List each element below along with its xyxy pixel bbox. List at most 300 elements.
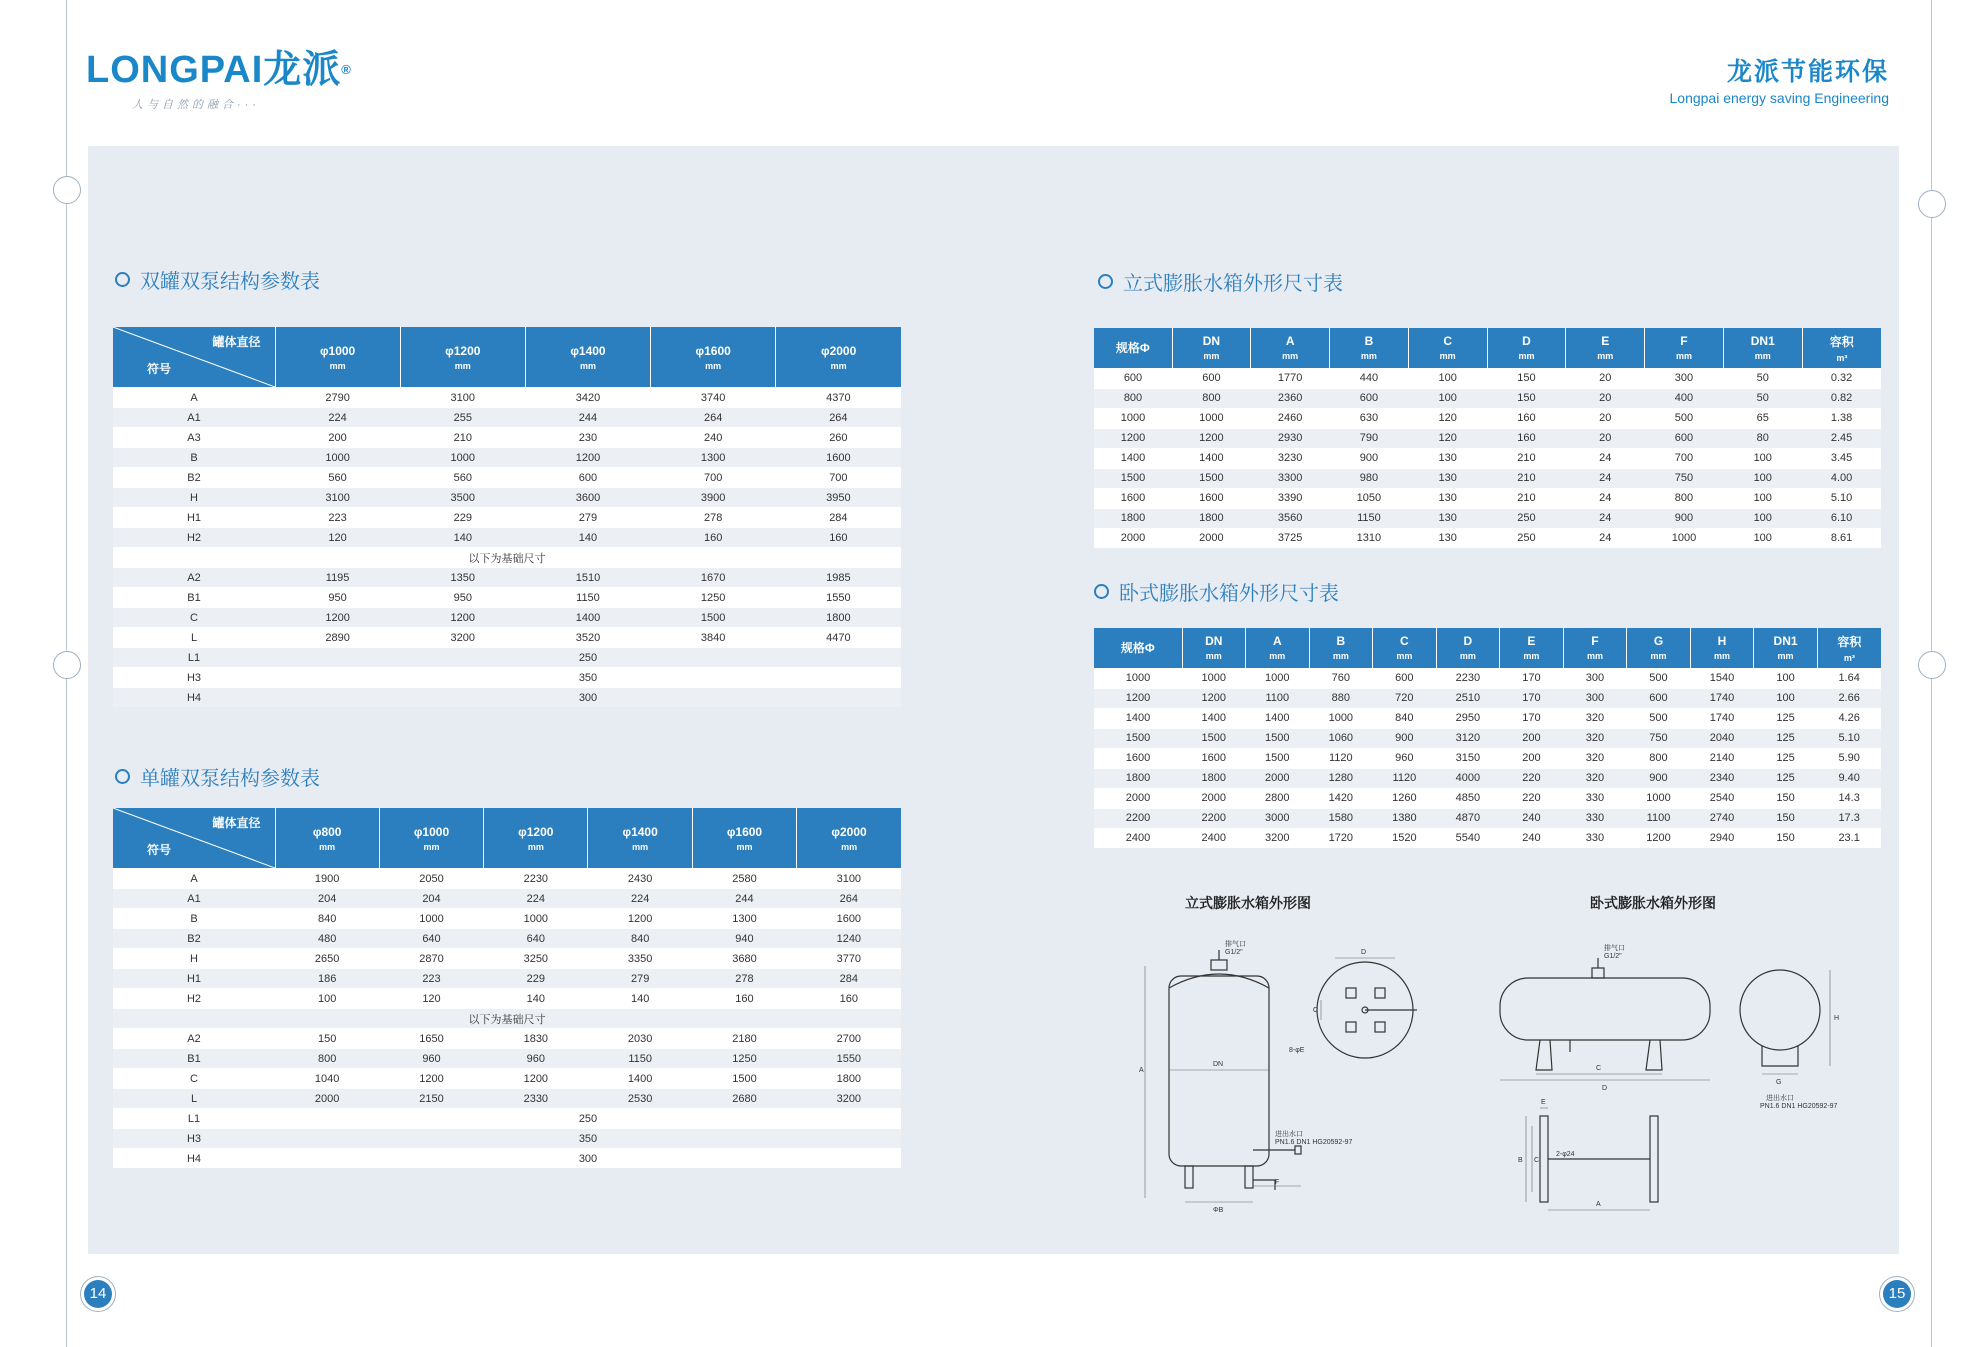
column-header-label: φ2000 xyxy=(820,343,857,358)
table-cell: 160 xyxy=(1487,428,1566,448)
column-header xyxy=(1627,628,1691,668)
table-cell: 4870 xyxy=(1436,808,1500,828)
table-cell: 630 xyxy=(1330,408,1409,428)
table-cell: 3200 xyxy=(797,1089,901,1109)
table-cell: 3230 xyxy=(1251,448,1330,468)
label-inlet: 进出水口 xyxy=(1275,1131,1303,1138)
table-cell: 140 xyxy=(484,989,588,1009)
table-cell: 244 xyxy=(692,889,796,909)
column-header xyxy=(400,327,525,388)
table-row xyxy=(113,1129,901,1149)
table-row xyxy=(113,929,901,949)
table-cell: 1400 xyxy=(1094,708,1182,728)
table-row xyxy=(1094,828,1881,848)
table-cell: 3120 xyxy=(1436,728,1500,748)
table-cell: 1250 xyxy=(651,588,776,608)
table-cell: 100 xyxy=(1408,388,1487,408)
table-cell: 800 xyxy=(1645,488,1724,508)
table-row xyxy=(113,468,901,488)
table-cell: 2400 xyxy=(1094,828,1182,848)
table-cell: 3950 xyxy=(776,488,901,508)
table-cell: 2650 xyxy=(275,949,379,969)
column-header-label: φ800 xyxy=(312,824,342,839)
table-cell: H4 xyxy=(113,688,275,708)
table-cell: 120 xyxy=(379,989,483,1009)
table-cell: 160 xyxy=(651,528,776,548)
table-cell: 224 xyxy=(275,408,400,428)
table-cell: 1150 xyxy=(1330,508,1409,528)
table-cell: 1060 xyxy=(1309,728,1373,748)
table-cell: 3200 xyxy=(400,628,525,648)
table-cell: 264 xyxy=(797,889,901,909)
table-cell: 24 xyxy=(1566,448,1645,468)
table-cell: 720 xyxy=(1373,688,1437,708)
table-cell: 1600 xyxy=(1182,748,1246,768)
table-cell: 5540 xyxy=(1436,828,1500,848)
table-cell: 3250 xyxy=(484,949,588,969)
table3-title xyxy=(1098,267,1343,296)
table-row xyxy=(113,1049,901,1069)
table-cell: 2460 xyxy=(1251,408,1330,428)
horizontal-tank-dimension-table xyxy=(1094,628,1881,848)
table-cell: 1250 xyxy=(692,1049,796,1069)
table-cell: 560 xyxy=(275,468,400,488)
circle-icon xyxy=(115,769,130,784)
table-row xyxy=(1094,388,1881,408)
table-cell: 600 xyxy=(1172,368,1251,388)
column-unit: mm xyxy=(527,841,544,852)
table-cell: 900 xyxy=(1373,728,1437,748)
table-row xyxy=(1094,668,1881,688)
h-label-g: G xyxy=(1776,1079,1782,1086)
table-cell: 2040 xyxy=(1690,728,1754,748)
table-cell: 1540 xyxy=(1690,668,1754,688)
table-cell: 24 xyxy=(1566,528,1645,548)
table-cell: 20 xyxy=(1566,408,1645,428)
brand-name-en: Longpai energy saving Engineering xyxy=(1669,90,1889,106)
table-cell: 600 xyxy=(525,468,650,488)
table-cell: 1380 xyxy=(1373,808,1437,828)
column-unit: mm xyxy=(1777,651,1794,662)
table-cell: 1900 xyxy=(275,869,379,889)
table-cell: 1550 xyxy=(797,1049,901,1069)
table-cell: 264 xyxy=(651,408,776,428)
table-row xyxy=(1094,768,1881,788)
table-cell: A2 xyxy=(113,1029,275,1049)
table-cell: 480 xyxy=(275,929,379,949)
column-header-label: φ1000 xyxy=(413,824,450,839)
column-header-label: φ1000 xyxy=(319,343,356,358)
binder-ring-right-top xyxy=(1918,190,1946,218)
table-cell: 1500 xyxy=(1182,728,1246,748)
table-cell: 279 xyxy=(525,508,650,528)
table-row xyxy=(1094,748,1881,768)
table-cell: A2 xyxy=(113,568,275,588)
table-cell: 2000 xyxy=(1172,528,1251,548)
table-cell: 3300 xyxy=(1251,468,1330,488)
table-cell: 4.26 xyxy=(1817,708,1881,728)
column-header xyxy=(525,327,650,388)
table-cell: 600 xyxy=(1330,388,1409,408)
table-cell: 320 xyxy=(1563,768,1627,788)
column-header-label: φ1400 xyxy=(570,343,606,358)
table-note-cell: 以下为基础尺寸 xyxy=(113,1009,901,1029)
table-cell: 3770 xyxy=(797,949,901,969)
binder-ring-left-mid xyxy=(53,651,81,679)
column-unit: mm xyxy=(1754,351,1771,362)
label-phib: ΦB xyxy=(1213,1207,1224,1214)
table-cell: 800 xyxy=(1094,388,1172,408)
column-header xyxy=(1373,628,1437,668)
table-cell: 840 xyxy=(1373,708,1437,728)
table-cell: 1800 xyxy=(776,608,901,628)
column-unit: mm xyxy=(705,360,722,371)
table-cell: 1.64 xyxy=(1817,668,1881,688)
table-cell: B2 xyxy=(113,468,275,488)
table-cell: 125 xyxy=(1754,728,1818,748)
circle-icon xyxy=(1094,584,1109,599)
table-cell: 1400 xyxy=(1172,448,1251,468)
table-cell: 1800 xyxy=(1182,768,1246,788)
table-cell: 4470 xyxy=(776,628,901,648)
table-cell: 200 xyxy=(1500,748,1564,768)
table-cell: 1120 xyxy=(1373,768,1437,788)
table-cell: 284 xyxy=(797,969,901,989)
corner-header-cell xyxy=(113,808,275,869)
table-cell: 255 xyxy=(400,408,525,428)
table-cell: 2940 xyxy=(1690,828,1754,848)
table-cell: 400 xyxy=(1645,388,1724,408)
table-cell: 130 xyxy=(1408,448,1487,468)
column-header xyxy=(1723,328,1802,368)
table-cell: 140 xyxy=(588,989,692,1009)
table-cell: 150 xyxy=(1754,808,1818,828)
horizontal-tank-drawing xyxy=(1480,940,1860,1220)
table-cell: 1350 xyxy=(400,568,525,588)
column-unit: mm xyxy=(1269,651,1286,662)
table-row xyxy=(113,448,901,468)
table-cell: 2.66 xyxy=(1817,688,1881,708)
table-cell: 2050 xyxy=(379,869,483,889)
table-cell: 210 xyxy=(1487,468,1566,488)
diagonal-header xyxy=(113,327,275,387)
table-cell: 2400 xyxy=(1182,828,1246,848)
table-cell: 2540 xyxy=(1690,788,1754,808)
table-row xyxy=(113,869,901,889)
column-header xyxy=(1330,328,1409,368)
page-number-right: 15 xyxy=(1883,1280,1911,1308)
column-header-label: φ1200 xyxy=(445,343,481,358)
table-cell: 1000 xyxy=(275,448,400,468)
table-cell: 950 xyxy=(400,588,525,608)
h-label-a: A xyxy=(1596,1201,1601,1208)
table-cell: 1000 xyxy=(1094,668,1182,688)
table-cell: 125 xyxy=(1754,748,1818,768)
h-label-h: H xyxy=(1834,1015,1840,1022)
column-unit: mm xyxy=(1518,351,1535,362)
h-label-e: E xyxy=(1541,1099,1546,1106)
column-header-label: φ1600 xyxy=(695,343,731,358)
column-header xyxy=(379,808,483,869)
table-cell: 210 xyxy=(1487,448,1566,468)
h-label-inlet: 进出水口 xyxy=(1766,1095,1794,1102)
h-label-cc: C xyxy=(1534,1157,1540,1164)
column-header-label: A xyxy=(1272,634,1282,649)
table-cell: 1830 xyxy=(484,1029,588,1049)
table-cell: 2360 xyxy=(1251,388,1330,408)
table-cell: H4 xyxy=(113,1149,275,1169)
table-cell: 9.40 xyxy=(1817,768,1881,788)
column-header-label: D xyxy=(1463,634,1473,649)
table-cell: 1280 xyxy=(1309,768,1373,788)
table-cell: B1 xyxy=(113,588,275,608)
table-cell: 2180 xyxy=(692,1029,796,1049)
table-cell: 186 xyxy=(275,969,379,989)
column-unit: mm xyxy=(423,841,440,852)
table-span-cell: 350 xyxy=(275,1129,901,1149)
logo-text: LONGPAI龙派 xyxy=(86,49,342,91)
column-unit: mm xyxy=(319,841,336,852)
table-cell: 1740 xyxy=(1690,688,1754,708)
table-row xyxy=(113,989,901,1009)
label-vent: 排气口 xyxy=(1225,941,1246,948)
table-cell: 1120 xyxy=(1309,748,1373,768)
table-cell: 1195 xyxy=(275,568,400,588)
column-header xyxy=(1563,628,1627,668)
column-header-label: φ1200 xyxy=(518,824,554,839)
table-cell: 300 xyxy=(1563,688,1627,708)
table-row xyxy=(113,1109,901,1129)
binder-ring-left-top xyxy=(53,176,81,204)
table-cell: L1 xyxy=(113,648,275,668)
corner-header-cell xyxy=(113,327,275,388)
table-row xyxy=(113,1029,901,1049)
table-cell: 2230 xyxy=(1436,668,1500,688)
table-cell: 640 xyxy=(484,929,588,949)
table-cell: 230 xyxy=(525,428,650,448)
table-cell: 160 xyxy=(776,528,901,548)
table-cell: 1600 xyxy=(797,909,901,929)
table-cell: 100 xyxy=(1723,508,1802,528)
logo-slogan: 人与自然的融合··· xyxy=(132,99,260,111)
column-unit: mm xyxy=(632,841,649,852)
table-row xyxy=(113,668,901,688)
table-row xyxy=(1094,488,1881,508)
table-row xyxy=(1094,688,1881,708)
table-cell: A xyxy=(113,388,275,408)
table-cell: C xyxy=(113,608,275,628)
table-cell: 900 xyxy=(1645,508,1724,528)
table-cell: 1800 xyxy=(1094,508,1172,528)
table-row xyxy=(1094,728,1881,748)
table-cell: 4.00 xyxy=(1802,468,1881,488)
column-header xyxy=(1690,628,1754,668)
table-cell: 130 xyxy=(1408,488,1487,508)
table-cell: 1500 xyxy=(1094,728,1182,748)
table-cell: 150 xyxy=(1754,788,1818,808)
table-cell: H1 xyxy=(113,508,275,528)
column-header-label: C xyxy=(1443,334,1453,349)
table-row xyxy=(113,428,901,448)
column-unit: mm xyxy=(1650,651,1667,662)
label-d: D xyxy=(1361,949,1367,956)
table-cell: 1200 xyxy=(525,448,650,468)
table-cell: H3 xyxy=(113,668,275,688)
table-cell: 2530 xyxy=(588,1089,692,1109)
table-cell: 1520 xyxy=(1373,828,1437,848)
table-row xyxy=(1094,788,1881,808)
column-header-label: H xyxy=(1717,634,1727,649)
table-cell: H3 xyxy=(113,1129,275,1149)
table-cell: 960 xyxy=(379,1049,483,1069)
table-cell: 2000 xyxy=(275,1089,379,1109)
table-cell: 1000 xyxy=(379,909,483,929)
table-cell: 1000 xyxy=(1309,708,1373,728)
table-cell: 1300 xyxy=(651,448,776,468)
table-row xyxy=(1094,408,1881,428)
table-cell: 279 xyxy=(588,969,692,989)
table-cell: 3740 xyxy=(651,388,776,408)
table-cell: C xyxy=(113,1069,275,1089)
table-cell: 1500 xyxy=(1246,748,1310,768)
table-cell: A1 xyxy=(113,408,275,428)
table-cell: 800 xyxy=(1627,748,1691,768)
table-cell: 1000 xyxy=(1094,408,1172,428)
table-row-note xyxy=(113,1009,901,1029)
table-cell: 1200 xyxy=(484,1069,588,1089)
table-cell: 1200 xyxy=(379,1069,483,1089)
table4-title xyxy=(1094,577,1339,606)
table-cell: 800 xyxy=(275,1049,379,1069)
table-cell: H2 xyxy=(113,528,275,548)
table-cell: 220 xyxy=(1500,768,1564,788)
table-cell: 170 xyxy=(1500,668,1564,688)
table-cell: 5.10 xyxy=(1817,728,1881,748)
table-cell: 2790 xyxy=(275,388,400,408)
column-header xyxy=(1566,328,1645,368)
table-cell: 223 xyxy=(379,969,483,989)
table-row xyxy=(1094,448,1881,468)
table-row xyxy=(113,608,901,628)
table-cell: 150 xyxy=(1754,828,1818,848)
table-cell: 2140 xyxy=(1690,748,1754,768)
h-label-b: B xyxy=(1518,1157,1523,1164)
table-cell: 200 xyxy=(1500,728,1564,748)
table-cell: 640 xyxy=(379,929,483,949)
table-cell: 600 xyxy=(1094,368,1172,388)
table-cell: 100 xyxy=(1723,468,1802,488)
table-cell: 3680 xyxy=(692,949,796,969)
table-row xyxy=(113,408,901,428)
table-cell: 20 xyxy=(1566,428,1645,448)
table-cell: 140 xyxy=(400,528,525,548)
table-cell: 2000 xyxy=(1182,788,1246,808)
table-cell: 750 xyxy=(1645,468,1724,488)
table-cell: 1200 xyxy=(1182,688,1246,708)
table-cell: 3.45 xyxy=(1802,448,1881,468)
table-cell: 600 xyxy=(1627,688,1691,708)
table-cell: A xyxy=(113,869,275,889)
column-header xyxy=(1182,628,1246,668)
table-row xyxy=(1094,468,1881,488)
page-number-left: 14 xyxy=(84,1280,112,1308)
diagonal-header xyxy=(113,808,275,868)
table-cell: 1580 xyxy=(1309,808,1373,828)
table-cell: 210 xyxy=(400,428,525,448)
table-cell: 1720 xyxy=(1309,828,1373,848)
table-span-cell: 300 xyxy=(275,1149,901,1169)
table-cell: 1800 xyxy=(797,1069,901,1089)
table-row xyxy=(113,688,901,708)
table-cell: 3200 xyxy=(1246,828,1310,848)
table-cell: 1800 xyxy=(1172,508,1251,528)
table-cell: 1985 xyxy=(776,568,901,588)
table-cell: 1000 xyxy=(1627,788,1691,808)
table-cell: 17.3 xyxy=(1817,808,1881,828)
vertical-drawing-title: 立式膨胀水箱外形图 xyxy=(1185,895,1311,911)
table-row-note xyxy=(113,548,901,568)
table-cell: 2030 xyxy=(588,1029,692,1049)
table-cell: 2000 xyxy=(1094,788,1182,808)
table-cell: 160 xyxy=(797,989,901,1009)
table-cell: 320 xyxy=(1563,708,1627,728)
table-cell: 2230 xyxy=(484,869,588,889)
table-cell: 980 xyxy=(1330,468,1409,488)
column-header-label: E xyxy=(1527,634,1536,649)
table-cell: 1500 xyxy=(1246,728,1310,748)
table-cell: 900 xyxy=(1330,448,1409,468)
column-header-label: B xyxy=(1336,634,1346,649)
table-cell: 1240 xyxy=(797,929,901,949)
column-header-label: φ1400 xyxy=(622,824,658,839)
table-cell: 2000 xyxy=(1246,768,1310,788)
column-unit: mm xyxy=(841,841,858,852)
table-cell: 1300 xyxy=(692,909,796,929)
table-row xyxy=(113,388,901,408)
spec-header: 规格Φ xyxy=(1094,628,1182,668)
table-cell: 5.10 xyxy=(1802,488,1881,508)
column-header-label: 容积 xyxy=(1837,634,1862,649)
column-header xyxy=(651,327,776,388)
table2-title-text: 单罐双泵结构参数表 xyxy=(140,768,320,790)
column-unit: mm xyxy=(1205,651,1222,662)
column-header-label: DN xyxy=(1205,634,1223,649)
table-cell: 120 xyxy=(275,528,400,548)
table-cell: 1000 xyxy=(1182,668,1246,688)
table-cell: 2200 xyxy=(1182,808,1246,828)
table-cell: 1800 xyxy=(1094,768,1182,788)
table-cell: 4850 xyxy=(1436,788,1500,808)
table-cell: 224 xyxy=(588,889,692,909)
table-cell: 330 xyxy=(1563,808,1627,828)
table-cell: L xyxy=(113,1089,275,1109)
column-header-label: C xyxy=(1400,634,1409,649)
table-cell: 100 xyxy=(1754,668,1818,688)
table-cell: 204 xyxy=(379,889,483,909)
column-header xyxy=(275,808,379,869)
label-f: F xyxy=(1275,1179,1280,1186)
column-header-label: DN1 xyxy=(1773,634,1798,649)
table-row xyxy=(113,1089,901,1109)
table-cell: 1.38 xyxy=(1802,408,1881,428)
table-cell: 1260 xyxy=(1373,788,1437,808)
h-label-d: D xyxy=(1602,1085,1608,1092)
column-unit: mm xyxy=(329,360,346,371)
table-cell: 80 xyxy=(1723,428,1802,448)
column-header-label: G xyxy=(1653,634,1664,649)
table-row xyxy=(113,628,901,648)
table-cell: 700 xyxy=(776,468,901,488)
